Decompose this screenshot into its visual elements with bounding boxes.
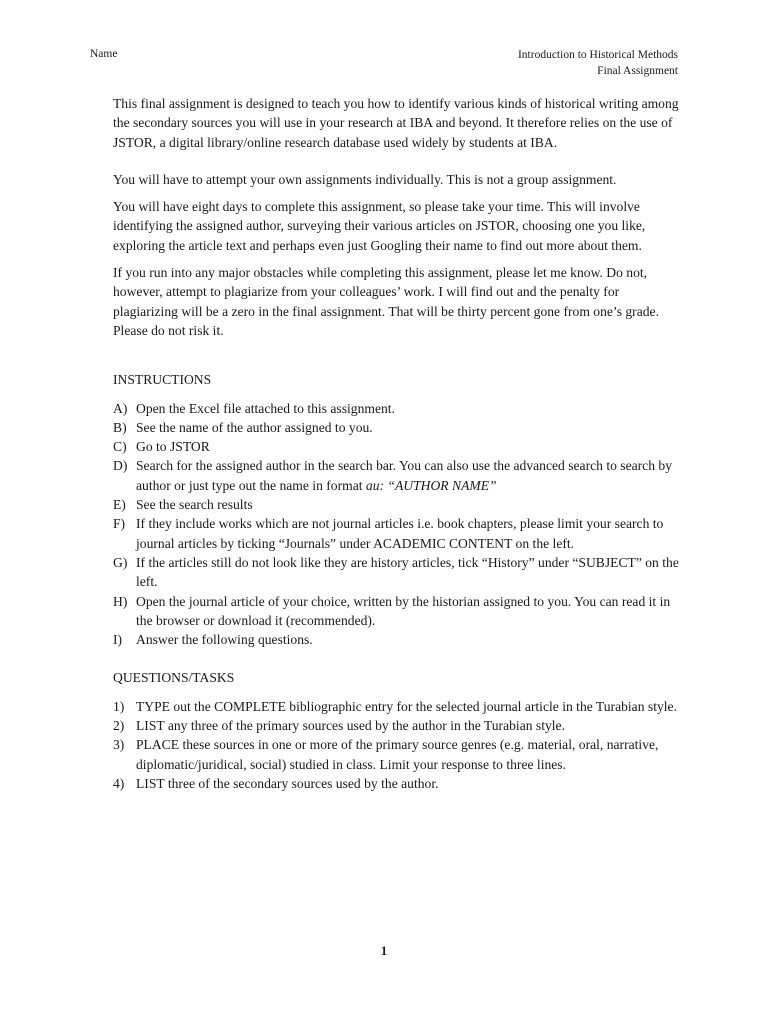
list-item-text: LIST any three of the primary sources used by the author in the Turabian style. xyxy=(136,718,565,734)
header-course-info xyxy=(518,47,678,79)
list-item-text: See the search results xyxy=(136,497,253,513)
list-item xyxy=(113,630,683,649)
list-item-text: Answer the following questions. xyxy=(136,632,313,648)
list-marker: G) xyxy=(113,554,128,570)
list-item xyxy=(113,735,683,774)
list-item-text: Go to JSTOR xyxy=(136,439,210,455)
list-marker: I) xyxy=(113,632,123,648)
list-marker: F) xyxy=(113,516,126,532)
list-item xyxy=(113,399,683,418)
intro-paragraph-1: This final assignment is designed to teach you how to identify various kinds of historical writing among the secondary sources you will use in your research at IBA and beyond. It therefore relies on the use of JSTOR, a digital library/online research database used widely by students at IBA. xyxy=(113,96,679,150)
list-marker: 3) xyxy=(113,737,125,753)
list-item xyxy=(113,697,683,716)
list-marker: C) xyxy=(113,439,127,455)
instructions-list xyxy=(113,399,683,650)
list-item xyxy=(113,456,683,495)
instructions-heading: INSTRUCTIONS xyxy=(113,372,212,388)
list-item-text: TYPE out the COMPLETE bibliographic entry for the selected journal article in the Turabian style. xyxy=(136,698,677,714)
assignment-title: Final Assignment xyxy=(597,65,678,77)
list-item xyxy=(113,418,683,437)
list-item xyxy=(113,592,683,631)
list-marker: 1) xyxy=(113,698,125,714)
course-title: Introduction to Historical Methods xyxy=(517,49,678,61)
list-item-text-main: Search for the assigned author in the search bar. You can also use the advanced search to search by author or just type out the name in format xyxy=(136,458,673,493)
list-item-text: See the name of the author assigned to you. xyxy=(136,419,373,435)
list-item xyxy=(113,716,683,735)
list-item-text xyxy=(136,456,683,495)
intro-paragraph-4: If you run into any major obstacles while completing this assignment, please let me know. Do not, however, attempt to plagiarize from your colleagues’ work. I will find out and the penalty for plagiarizing will be a zero in the final assignment. That will be thirty percent gone from one’s grade. Please do not risk it. xyxy=(113,265,659,338)
list-item-text: Open the journal article of your choice, written by the historian assigned to you. You can read it in the browser or download it (recommended). xyxy=(136,593,671,628)
intro-paragraph-3: You will have eight days to complete this assignment, so please take your time. This will involve identifying the assigned author, surveying their various articles on JSTOR, choosing one you like, exploring the article text and perhaps even just Googling their name to find out more about them. xyxy=(113,199,646,253)
list-item-text: LIST three of the secondary sources used by the author. xyxy=(136,775,439,791)
list-item xyxy=(113,553,683,592)
intro-paragraph-2: You will have to attempt your own assignments individually. This is not a group assignment. xyxy=(113,171,617,187)
list-item xyxy=(113,495,683,514)
list-marker: E) xyxy=(113,497,126,513)
list-item xyxy=(113,774,683,793)
list-marker: 2) xyxy=(113,718,125,734)
list-item-text: If they include works which are not journal articles i.e. book chapters, please limit your search to journal articles by ticking “Journals” under ACADEMIC CONTENT on the left. xyxy=(136,516,664,551)
document-body xyxy=(113,94,683,793)
list-marker: A) xyxy=(113,400,128,416)
questions-list xyxy=(113,697,683,793)
list-item xyxy=(113,437,683,456)
list-marker: B) xyxy=(113,419,127,435)
author-search-format: au: “AUTHOR NAME” xyxy=(365,477,497,493)
list-item-text: If the articles still do not look like they are history articles, tick “History” under “SUBJECT” on the left. xyxy=(136,554,679,590)
list-marker: 4) xyxy=(113,775,125,791)
page-number: 1 xyxy=(380,944,388,958)
list-marker: D) xyxy=(113,458,128,474)
list-marker: H) xyxy=(113,593,128,609)
questions-heading: QUESTIONS/TASKS xyxy=(113,670,235,686)
list-item-text: Open the Excel file attached to this assignment. xyxy=(136,400,395,416)
list-item-text: PLACE these sources in one or more of the primary source genres (e.g. material, oral, narrative, diplomatic/juridical, social) studied in class. Limit your response to three lines. xyxy=(136,737,659,772)
list-item xyxy=(113,514,683,553)
header-name-label: Name xyxy=(90,48,118,60)
